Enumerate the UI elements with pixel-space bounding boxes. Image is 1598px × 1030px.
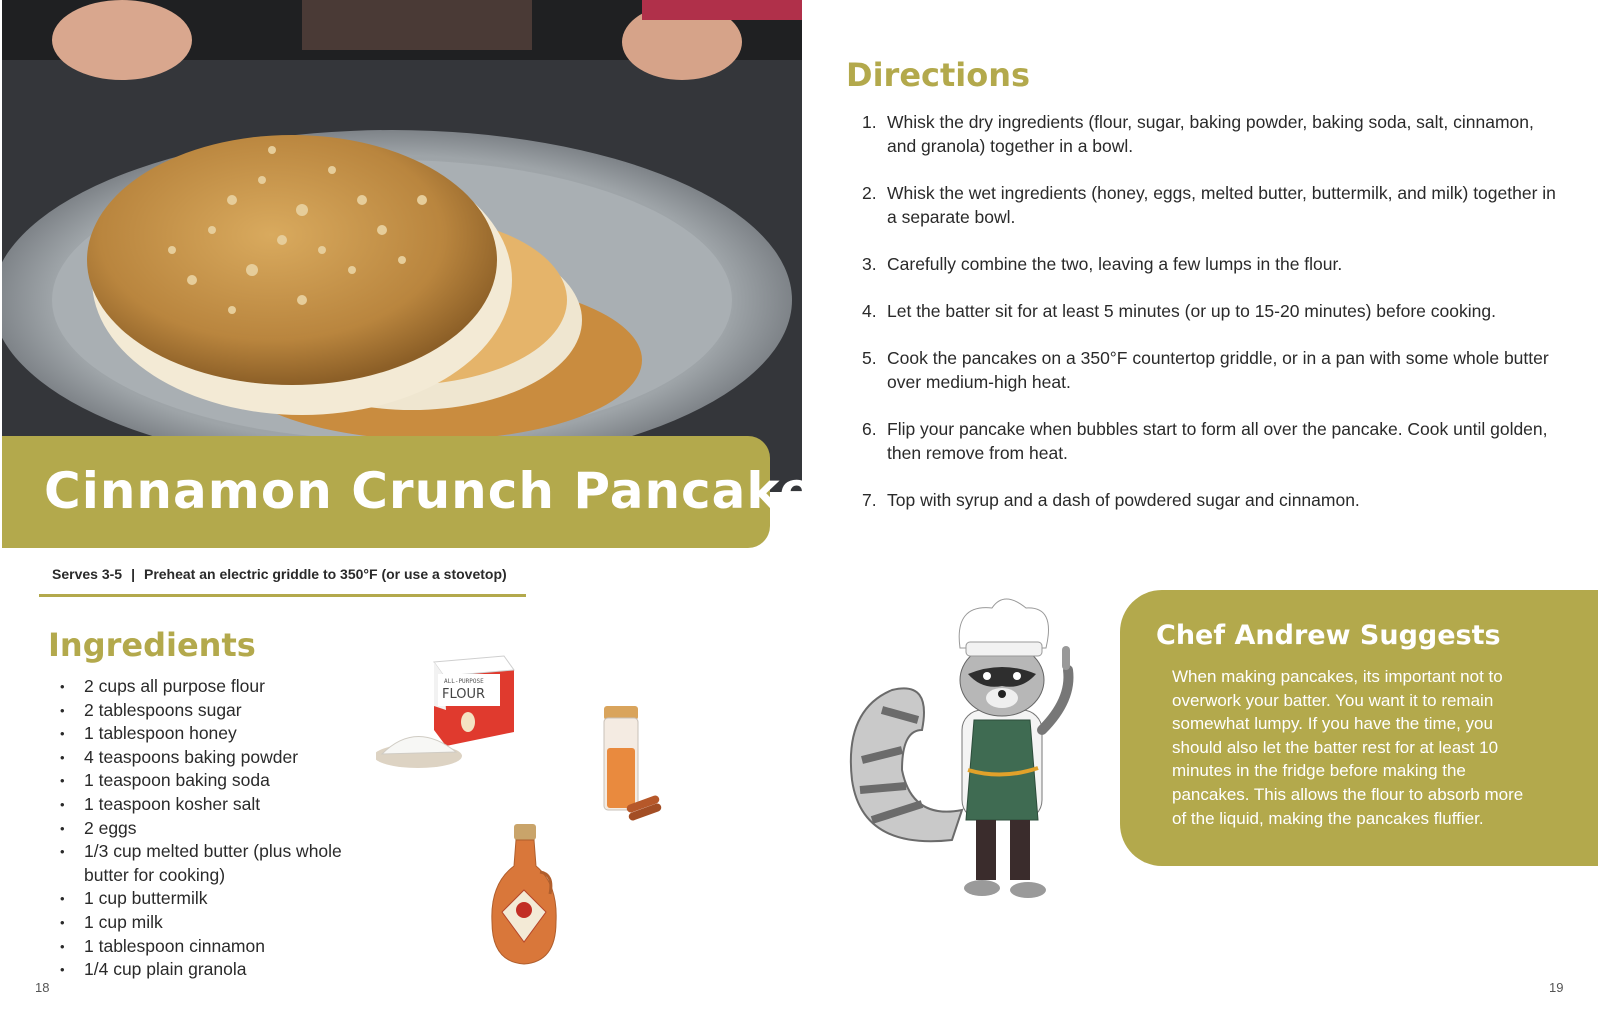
ingredient-item: • 1 tablespoon cinnamon	[60, 935, 360, 959]
direction-step	[862, 110, 1562, 158]
ingredient-item: • 1/4 cup plain granola	[60, 958, 360, 982]
direction-step	[862, 252, 1562, 276]
serves-count: Serves 3-5	[52, 566, 123, 582]
step-number: 7.	[862, 490, 877, 510]
direction-step	[862, 488, 1562, 512]
direction-step	[862, 346, 1562, 394]
flour-label: FLOUR	[442, 687, 486, 702]
step-text: Whisk the dry ingredients (flour, sugar, baking powder, baking soda, salt, cinnamon, and granola) together in a bowl.	[887, 112, 1534, 156]
serves-divider	[39, 594, 526, 597]
ingredient-item: • 2 tablespoons sugar	[60, 699, 360, 723]
ingredient-item: • 1 teaspoon baking soda	[60, 769, 360, 793]
ingredients-heading: Ingredients	[48, 626, 256, 664]
cinnamon-jar-illustration	[596, 704, 668, 830]
flour-illustration	[376, 650, 526, 780]
serves-line	[52, 566, 507, 582]
direction-step	[862, 299, 1562, 323]
chef-tip-heading: Chef Andrew Suggests	[1156, 620, 1501, 651]
ingredient-item: • 2 eggs	[60, 817, 360, 841]
ingredient-item: • 1 teaspoon kosher salt	[60, 793, 360, 817]
step-text: Carefully combine the two, leaving a few lumps in the flour.	[887, 254, 1343, 274]
ingredient-item: • 4 teaspoons baking powder	[60, 746, 360, 770]
ingredient-item: • 1/3 cup melted butter (plus whole butter for cooking)	[60, 840, 360, 887]
step-number: 3.	[862, 254, 877, 274]
ingredient-item: • 1 cup buttermilk	[60, 887, 360, 911]
step-text: Top with syrup and a dash of powdered sugar and cinnamon.	[887, 490, 1360, 510]
step-text: Whisk the wet ingredients (honey, eggs, melted butter, buttermilk, and milk) together in a separate bowl.	[887, 183, 1556, 227]
recipe-title: Cinnamon Crunch Pancakes	[44, 462, 846, 520]
ingredients-list	[60, 675, 360, 982]
step-number: 6.	[862, 419, 877, 439]
directions-heading: Directions	[846, 56, 1031, 94]
directions-list	[862, 110, 1562, 535]
direction-step	[862, 181, 1562, 229]
ingredient-item: • 1 tablespoon honey	[60, 722, 360, 746]
pancake-photo	[2, 0, 802, 492]
page-number-right: 19	[1549, 980, 1564, 995]
step-text: Cook the pancakes on a 350°F countertop griddle, or in a pan with some whole butter over medium-high heat.	[887, 348, 1549, 392]
step-number: 4.	[862, 301, 877, 321]
step-number: 5.	[862, 348, 877, 368]
ingredient-item: • 1 cup milk	[60, 911, 360, 935]
step-number: 2.	[862, 183, 877, 203]
serves-separator: |	[131, 566, 135, 582]
step-text: Flip your pancake when bubbles start to form all over the pancake. Cook until golden, then remove from heat.	[887, 419, 1548, 463]
chef-tip-text: When making pancakes, its important not to overwork your batter. You want it to remain somewhat lumpy. If you have the time, you should also let the batter rest for at least 10 minutes in the fridge before making the pancakes. This allows the flour to absorb more of the liquid, making the pancakes fluffier.	[1172, 667, 1524, 828]
flour-label-top: ALL-PURPOSE	[444, 678, 484, 685]
direction-step	[862, 417, 1562, 465]
syrup-bottle-illustration	[484, 822, 564, 972]
preheat-note: Preheat an electric griddle to 350°F (or use a stovetop)	[143, 566, 507, 582]
ingredient-item: • 2 cups all purpose flour	[60, 675, 360, 699]
step-text: Let the batter sit for at least 5 minutes (or up to 15-20 minutes) before cooking.	[887, 301, 1496, 321]
page-number-left: 18	[35, 980, 50, 995]
raccoon-chef-illustration	[842, 590, 1102, 920]
step-number: 1.	[862, 112, 877, 132]
